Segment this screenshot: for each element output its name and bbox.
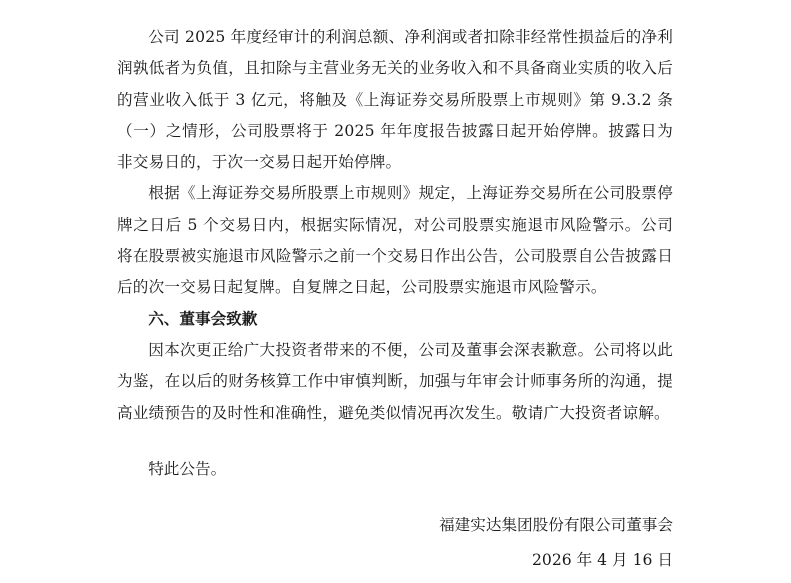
- document-body: [117, 22, 673, 485]
- paragraph-risk-warning: 根据《上海证券交易所股票上市规则》规定，上海证券交易所在公司股票停牌之日后 5 个交易日内，根据实际情况，对公司股票实施退市风险警示。公司将在股票被实施退市风险警示之前一个交易日作出公告，公司股票自公告披露日后的次一交易日起复牌。自复牌之日起，公司股票实施退市风险警示。: [117, 184, 673, 297]
- closing-statement: 特此公告。: [148, 459, 227, 478]
- signature-date: 2026 年 4 月 16 日: [531, 551, 673, 569]
- signature-company: 福建实达集团股份有限公司董事会: [439, 516, 673, 534]
- paragraph-apology: 因本次更正给广大投资者带来的不便，公司及董事会深表歉意。公司将以此为鉴，在以后的财务核算工作中审慎判断，加强与年审会计师事务所的沟通，提高业绩预告的及时性和准确性，避免类似情况再次发生。敬请广大投资者谅解。: [117, 340, 673, 422]
- paragraph-suspension-condition: 公司 2025 年度经审计的利润总额、净利润或者扣除非经常性损益后的净利润孰低者为负值，且扣除与主营业务无关的业务收入和不具备商业实质的收入后的营业收入低于 3 亿元，将触及《上海证券交易所股票上市规则》第 9.3.2 条（一）之情形，公司股票将于 2025 年年度报告披露日起开始停牌。披露日为非交易日的，于次一交易日起开始停牌。: [117, 28, 673, 172]
- section-heading: 六、董事会致歉: [148, 309, 258, 328]
